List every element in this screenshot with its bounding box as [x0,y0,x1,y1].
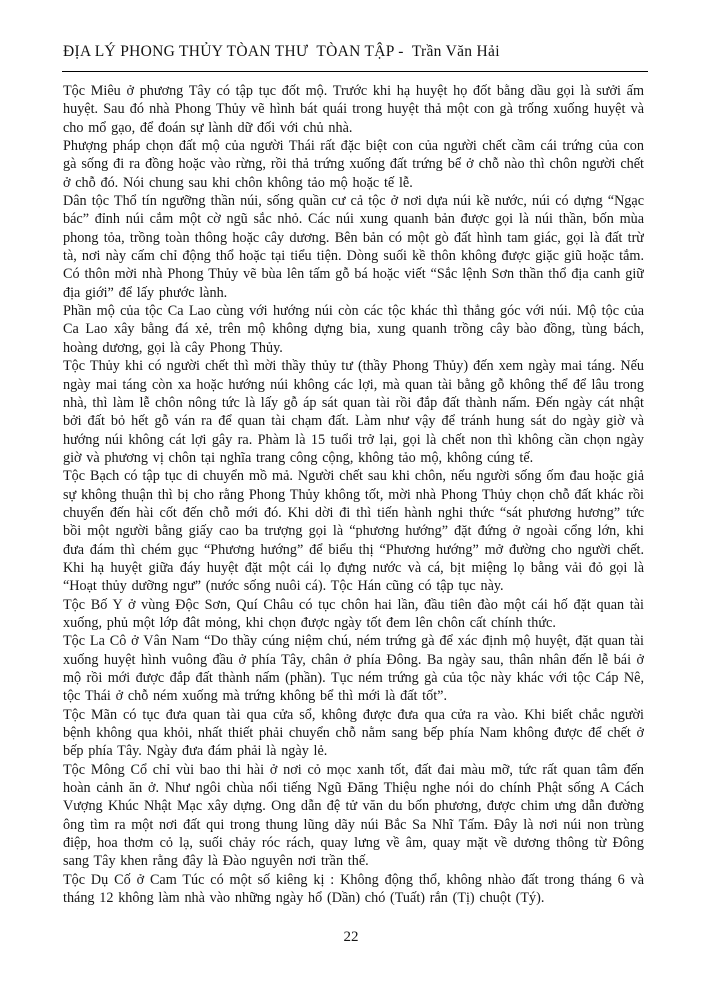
paragraph-toc-bo-y: Tộc Bố Y ở vùng Độc Sơn, Quí Châu có tục chôn hai lần, đầu tiên đào một cái hố đặt quan tài xuống, phủ một lớp đât mỏng, khi chọn được ngày tốt đem lên chôn cất chính thức. [63,596,644,631]
header-rule [62,71,648,72]
page-number: 22 [343,929,359,945]
paragraph-toc-bach: Tộc Bạch có tập tục di chuyển mồ mả. Người chết sau khi chôn, nếu người sống ốm đau hoặc giả sự không thuận thì bị cho rằng Phong Thủy không tốt, mời nhà Phong Thủy chọn chỗ đất khác rồi chuyển đến hài cốt đến chỗ mới đó. Khi dời đi thì tiến hành nghi thức “sát phương hương” tức bồi một người bằng giấy cao ba trượng gọi là “phương hướng” đặt đứng ở ngoài cổng lớn, khi đưa đám thì chém gục “Phương hướng” để biểu thị “Phương hướng” mở đường cho người chết. Khi hạ huyệt giữa đáy huyệt đặt một cái lọ đựng nước và cá, bịt miệng lọ bằng vải đỏ gọi là “Hoạt thủy dưỡng ngư” (nước sống nuôi cá). Tộc Hán cũng có tập tục này. [63,468,644,595]
paragraph-toc-mong-co: Tộc Mông Cổ chỉ vùi bao thi hài ở nơi cỏ mọc xanh tốt, đất đai màu mỡ, tức rất quan tâm đến hoàn cảnh ăn ở. Như ngôi chùa nổi tiếng Ngũ Đăng Thiệu nghe nói do chính Phật sống A Cách Vượng Khúc Nhật Mạc xây dựng. Ong dẫn đệ tử văn du bốn phương, được chim ưng dẫn đường ông tìm ra một nơi đất qui trong thung lũng dãy núi Bắc Sa Nhĩ Tấm. Đây là nơi núi non trùng điệp, hoa thơm cỏ lạ, suối chảy róc rách, quay lưng về âm, quay mặt về dương thông từ Đông sang Tây khen rằng đây là Đào nguyên nơi trần thế. [63,761,644,870]
running-title: ĐỊA LÝ PHONG THỦY TÒAN THƯ TÒAN TẬP - Trần Văn Hải [63,43,500,60]
paragraph-toc-thuy: Tộc Thủy khi có người chết thì mời thầy thủy tư (thầy Phong Thủy) đến xem ngày mai táng. Nếu ngày mai táng còn xa hoặc hướng núi không các lợi, mà quan tài bằng gỗ không thể để lâu trong nhà, thì làm lễ chôn nông tức là lấy gỗ áp sát quan tài rồi đắp đất thành nấm. Đến ngày cát nhật bởi đất bỏ hết gỗ ván ra để quan tài chạm đất. Làm như vậy để tránh hung sát do ngày giờ và hướng núi không cát lợi gây ra. Phàm là 15 tuổi trở lại, gọi là chết non thì không cần chọn ngày giờ và phương vị chôn tại nghĩa trang công cộng, không tảo mộ, không cúng tế. [63,358,644,466]
paragraph-nguoi-thai: Phượng pháp chọn đất mộ của người Thái rất đặc biệt con của người chết cầm cái trứng của con gà sống đi ra đồng hoặc vào rừng, rồi thả trứng xuống đất trứng bể ở chỗ nào thì chôn người chết ở chỗ đó. Nói chung sau khi chôn không tảo mộ hoặc tế lễ. [63,138,644,191]
paragraph-dan-toc-tho: Dân tộc Thổ tín ngưỡng thần núi, sống quần cư cả tộc ở nơi dựa núi kề nước, núi có dựng “Ngạc bác” đỉnh núi cắm một cờ ngũ sắc nhỏ. Các núi xung quanh bản được gọi là núi thần, bốn mùa phong tỏa, trồng toàn thông hoặc cây dương. Bên bản có một gò đất hình tam giác, gọi là đất trừ tà, nơi này cấm chỉ động thổ hoặc tại tiểu tiện. Dòng suối kề thôn không được giặc giũ hoặc tắm. Có thôn mời nhà Phong Thủy vẽ bùa lên tấm gỗ bá hoặc viết “Sắc lệnh Sơn thần thổ địa canh giữ địa giới” để lấy phước lành. [63,193,644,301]
paragraph-toc-la-co: Tộc La Cô ở Vân Nam “Do thầy cúng niệm chú, ném trứng gà để xác định mộ huyệt, đặt quan tài xuống huyệt hình vuông đầu ở phía Tây, chân ở phía Đông. Ba ngày sau, thân nhân đến lễ bái ở mộ rồi mới được đắp đất thành nấm (phần). Tục ném trứng gà của tộc này khác với tộc Cáp Nê, tộc Thái ở chỗ ném xuống mà trứng không bể thì mới là đất tốt”. [63,633,644,705]
page-header [63,42,646,62]
page-body [63,82,644,920]
paragraph-toc-man: Tộc Mãn có tục đưa quan tài qua cửa sổ, không được đưa qua cửa ra vào. Khi biết chắc người bệnh không qua khỏi, nhất thiết phải chuyển chỗ nằm sang bếp phía Nam không được để chết ở bếp phía Tây. Ngày đưa đám phải là ngày lẻ. [63,706,644,760]
paragraph-toc-du-co: Tộc Dụ Cố ở Cam Túc có một số kiêng kị : Không động thổ, không nhào đất trong tháng 6 và tháng 12 không làm nhà vào những ngày hổ (Dần) chó (Tuất) rắn (Tị) chuột (Tý). [63,871,644,907]
paragraph-toc-mieu: Tộc Miêu ở phương Tây có tập tục đốt mộ. Trước khi hạ huyệt họ đốt bằng dầu gọi là sưởi ấm huyệt. Sau đó nhà Phong Thủy vẽ hình bát quái trong huyệt thả một con gà trống xuống huyệt và cho mổ gạo, để đoán sự lành dữ đối với chủ nhà. [63,83,644,136]
page-footer [0,928,702,946]
paragraph-toc-ca-lao: Phần mộ của tộc Ca Lao cùng với hướng núi còn các tộc khác thì thẳng góc với núi. Mộ tộc của Ca Lao xây bằng đá xẻ, trên mộ không dựng bia, xung quanh trồng cây bào đồng, tùng bách, hoàng dương, gọi là cây Phong Thủy. [63,303,644,356]
